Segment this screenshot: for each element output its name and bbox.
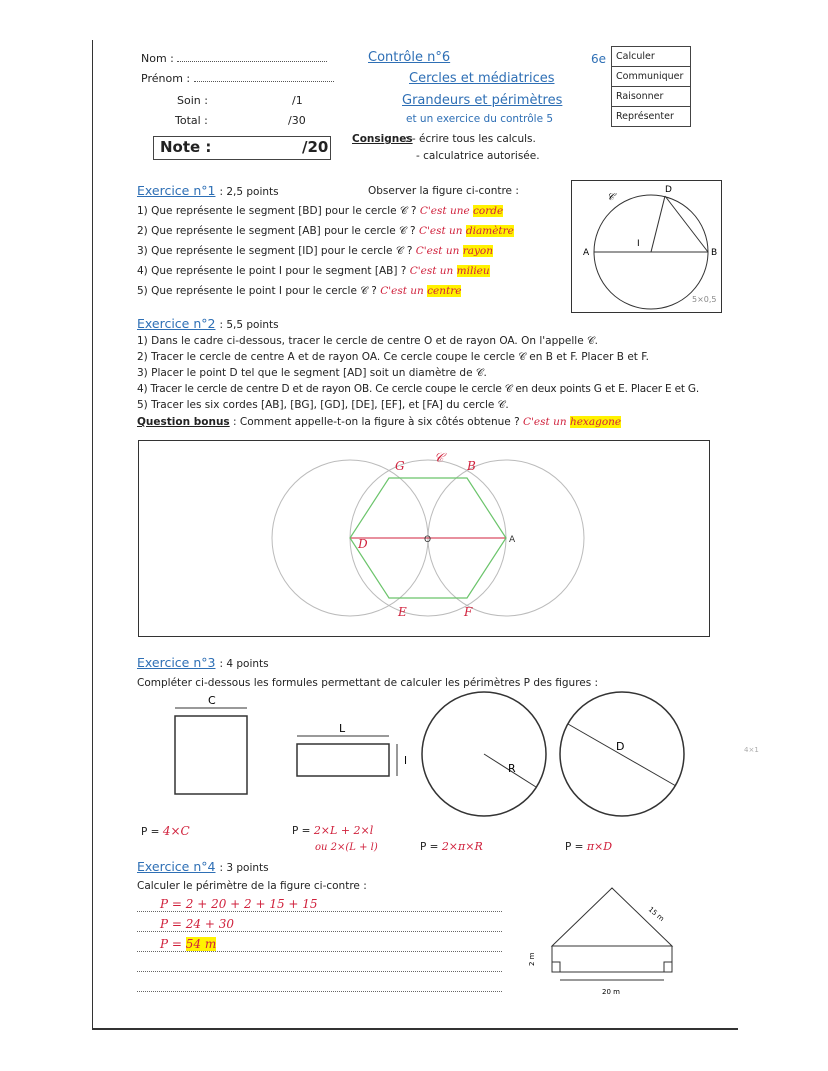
- ex3-header: Exercice n°3 : 4 points: [137, 655, 269, 670]
- ex1-figure: [571, 180, 723, 314]
- competence-calculer: Calculer: [612, 47, 691, 67]
- ex1-observe: Observer la figure ci-contre :: [368, 185, 519, 197]
- exam-subtitle-3: et un exercice du contrôle 5: [406, 113, 554, 125]
- rectangle-width-label: l: [404, 754, 408, 767]
- point-I: I: [637, 239, 640, 249]
- ex4-line-3: P = 54 m: [160, 937, 217, 951]
- exam-subtitle-2: Grandeurs et périmètres: [402, 93, 563, 108]
- square-side-label: C: [208, 694, 216, 707]
- ex2-bonus: Question bonus : Comment appelle-t-on la figure à six côtés obtenue ? C'est un hexagone: [137, 416, 622, 428]
- competences-table: [611, 46, 691, 127]
- ex3-answer-2: P = 2×L + 2×l: [292, 824, 374, 837]
- consigne-1: : - écrire tous les calculs.: [405, 133, 536, 145]
- diameter-label: D: [616, 740, 625, 753]
- radius-label: R: [508, 762, 516, 775]
- ex1-question-2: 2) Que représente le segment [AB] pour le cercle 𝒞 ? C'est un diamètre: [137, 225, 514, 237]
- ex4-header: Exercice n°4 : 3 points: [137, 859, 269, 874]
- note-value: /20: [302, 138, 329, 156]
- prenom-label: Prénom :: [141, 72, 334, 85]
- ex3-score: 4×1: [744, 746, 759, 754]
- point-B: B: [467, 459, 476, 473]
- point-D: D: [665, 185, 672, 195]
- note-label: Note :: [160, 138, 212, 156]
- ex2-line-4: 4) Tracer le cercle de centre D et de rayon OB. Ce cercle coupe le cercle 𝒞 en deux points G et E. Placer E et G.: [137, 383, 699, 395]
- nom-label: Nom :: [141, 52, 327, 65]
- total-label: Total :: [175, 114, 208, 127]
- ex4-line-1: P = 2 + 20 + 2 + 15 + 15: [160, 897, 318, 911]
- ex2-line-3: 3) Placer le point D tel que le segment [AD] soit un diamètre de 𝒞.: [137, 367, 487, 379]
- ex2-construction-frame: [138, 440, 711, 638]
- ex3-answer-2-alt: ou 2×(L + l): [315, 842, 378, 853]
- ex1-question-4: 4) Que représente le point I pour le segment [AB] ? C'est un milieu: [137, 265, 490, 277]
- point-F: F: [464, 605, 473, 619]
- ex4-figure: [520, 880, 700, 1000]
- exam-subtitle-1: Cercles et médiatrices: [409, 71, 555, 86]
- point-E: E: [398, 605, 407, 619]
- height-label: 2 m: [528, 952, 536, 966]
- ex1-question-1: 1) Que représente le segment [BD] pour le cercle 𝒞 ? C'est une corde: [137, 205, 504, 217]
- soin-label: Soin :: [177, 94, 208, 107]
- competence-raisonner: Raisonner: [612, 87, 691, 107]
- consigne-2: - calculatrice autorisée.: [416, 150, 540, 162]
- ex4-instruction: Calculer le périmètre de la figure ci-contre :: [137, 880, 367, 892]
- ex3-figures: [140, 690, 760, 850]
- ex3-answer-3: P = 2×π×R: [420, 840, 483, 853]
- exam-title: Contrôle n°6: [368, 50, 451, 65]
- point-O: O: [424, 535, 432, 545]
- ex3-answer-1: P = 4×C: [141, 824, 190, 838]
- ex1-question-3: 3) Que représente le segment [ID] pour le cercle 𝒞 ? C'est un rayon: [137, 245, 493, 257]
- ex2-line-1: 1) Dans le cadre ci-dessous, tracer le cercle de centre O et de rayon OA. On l'appelle 𝒞.: [137, 335, 598, 347]
- ex2-header: Exercice n°2 : 5,5 points: [137, 316, 279, 331]
- ex1-question-5: 5) Que représente le point I pour le cercle 𝒞 ? C'est un centre: [137, 285, 462, 297]
- point-G: G: [395, 459, 405, 473]
- point-A: A: [583, 248, 590, 258]
- competence-communiquer: Communiquer: [612, 67, 691, 87]
- point-D: D: [358, 537, 368, 551]
- competence-representer: Représenter: [612, 107, 691, 127]
- ex2-line-5: 5) Tracer les six cordes [AB], [BG], [GD], [DE], [EF], et [FA] du cercle 𝒞.: [137, 399, 509, 411]
- ex1-score: 5×0,5: [692, 295, 717, 304]
- ex3-answer-4: P = π×D: [565, 840, 613, 853]
- grade-level: 6e: [591, 52, 607, 66]
- side-length-label: 15 m: [646, 905, 666, 924]
- width-label: 20 m: [602, 988, 620, 996]
- total-value: /30: [288, 114, 306, 127]
- circle-C-label: 𝒞: [434, 451, 444, 466]
- ex4-line-2: P = 24 + 30: [160, 917, 234, 931]
- circle-label: 𝒞: [607, 192, 615, 203]
- ex2-line-2: 2) Tracer le cercle de centre A et de rayon OA. Ce cercle coupe le cercle 𝒞 en B et F. Placer B et F.: [137, 351, 649, 363]
- soin-value: /1: [292, 94, 303, 107]
- ex1-header: Exercice n°1 : 2,5 points: [137, 183, 279, 198]
- rectangle-length-label: L: [339, 722, 346, 735]
- ex3-instruction: Compléter ci-dessous les formules permettant de calculer les périmètres P des figures :: [137, 677, 599, 689]
- consignes-label: Consignes: [352, 133, 413, 145]
- point-A: A: [509, 535, 516, 545]
- point-B: B: [711, 248, 718, 258]
